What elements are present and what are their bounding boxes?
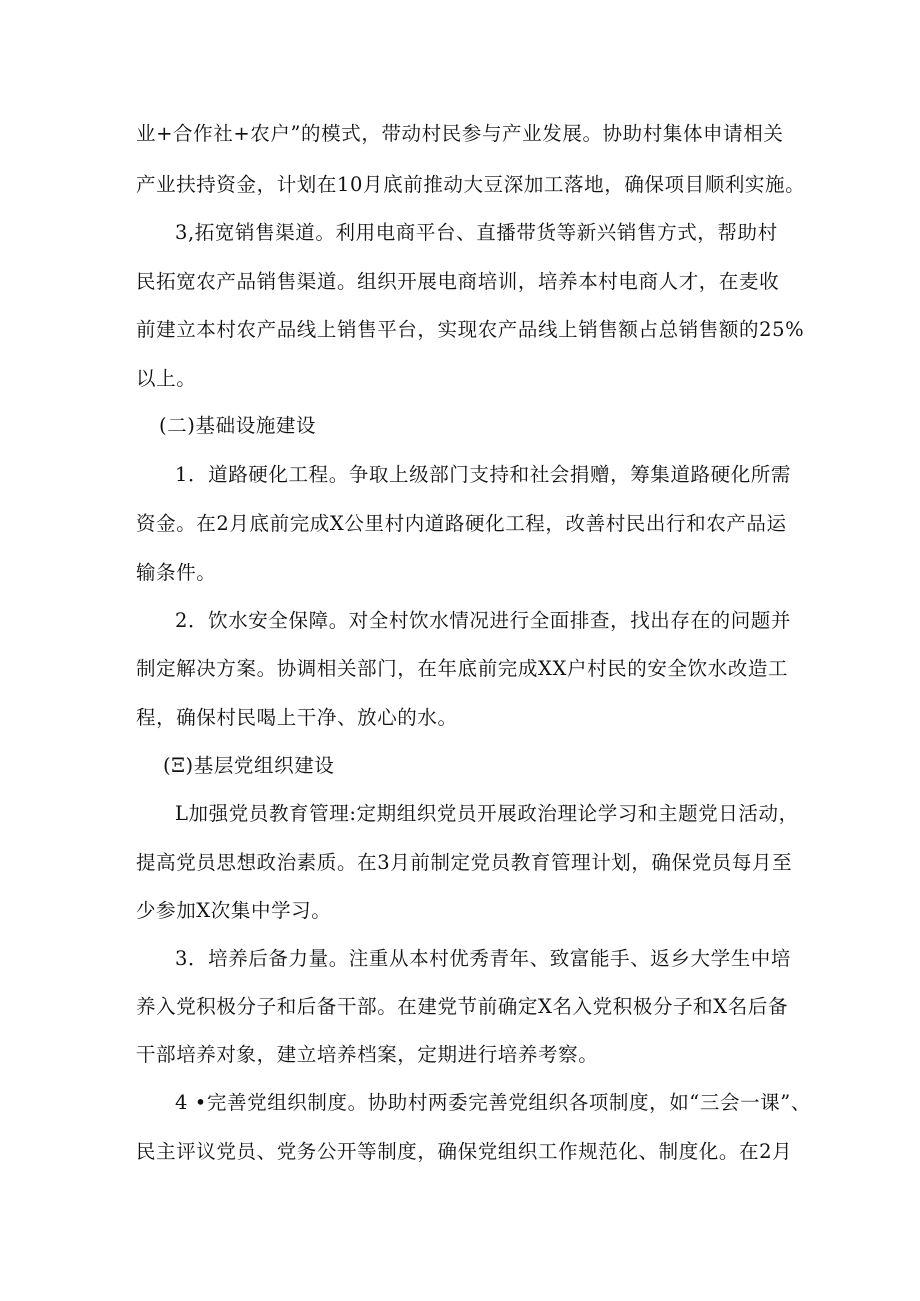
text-line: 干部培养对象，建立培养档案，定期进行培养考察。	[136, 1043, 599, 1066]
text-line: 4 •完善党组织制度。协助村两委完善党组织各项制度，如“三会一课”、	[175, 1091, 811, 1114]
text-line: 民主评议党员、党务公开等制度，确保党组织工作规范化、制度化。在2月	[136, 1140, 793, 1163]
text-line: 少参加X次集中学习。	[136, 899, 332, 922]
section-heading-party-organization: (Ξ)基层党组织建设	[163, 754, 335, 777]
text-line: 3,拓宽销售渠道。利用电商平台、直播带货等新兴销售方式，帮助村	[175, 221, 778, 244]
text-line: 1．道路硬化工程。争取上级部门支持和社会捐赠，筹集道路硬化所需	[175, 463, 792, 486]
text-line: 程，确保村民喝上干净、放心的水。	[136, 706, 458, 729]
text-line: 产业扶持资金，计划在10月底前推动大豆深加工落地，确保项目顺利实施。	[136, 173, 806, 196]
text-line: 3．培养后备力量。注重从本村优秀青年、致富能手、返乡大学生中培	[175, 947, 792, 970]
text-line: 业+合作社+农户”的模式，带动村民参与产业发展。协助村集体申请相关	[136, 122, 784, 145]
text-line: 输条件。	[136, 561, 217, 584]
text-line: L加强党员教育管理:定期组织党员开展政治理论学习和主题党日活动，	[175, 802, 799, 825]
section-heading-infrastructure: (二)基础设施建设	[159, 414, 317, 437]
text-line: 前建立本村农产品线上销售平台，实现农产品线上销售额占总销售额的25%	[136, 318, 805, 341]
text-line: 民拓宽农产品销售渠道。组织开展电商培训，培养本村电商人才，在麦收	[136, 270, 780, 293]
text-line: 提高党员思想政治素质。在3月前制定党员教育管理计划，确保党员每月至	[136, 851, 793, 874]
text-line: 资金。在2月底前完成X公里村内道路硬化工程，改善村民出行和农产品运	[136, 512, 787, 535]
text-line: 制定解决方案。协调相关部门，在年底前完成XX户村民的安全饮水改造工	[136, 657, 789, 680]
text-line: 养入党积极分子和后备干部。在建党节前确定X名入党积极分子和X名后备	[136, 995, 789, 1018]
text-line: 以上。	[136, 367, 197, 390]
text-line: 2．饮水安全保障。对全村饮水情况进行全面排查，找出存在的问题并	[175, 609, 792, 632]
